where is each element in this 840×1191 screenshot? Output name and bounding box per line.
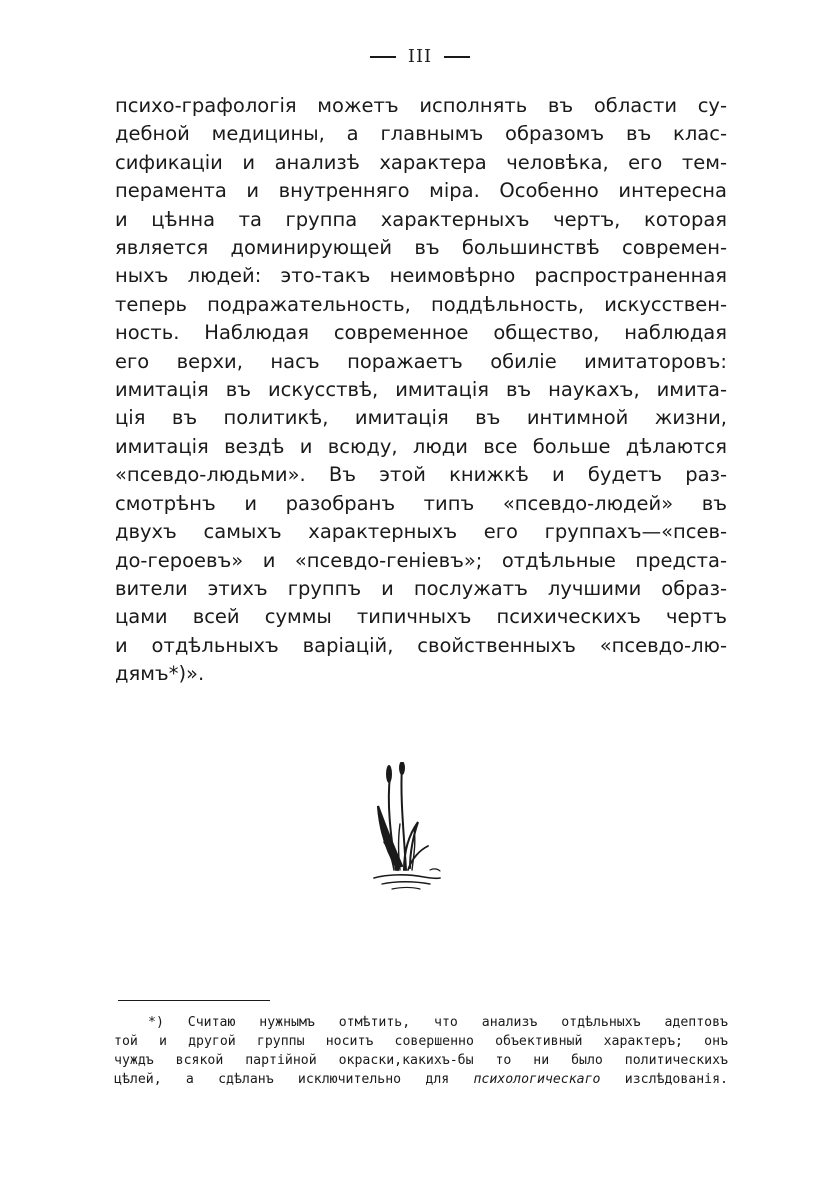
footnote xyxy=(114,1013,728,1089)
footnote-text: изслѣдованія. xyxy=(624,1072,728,1087)
text-line: дебной медицины, а главнымъ образомъ въ клас- xyxy=(115,122,727,146)
page-number: III xyxy=(407,46,433,67)
text-line: смотрѣнъ и разобранъ типъ «псевдо-людей» въ xyxy=(115,491,727,515)
text-line: цами всей суммы типичныхъ психическихъ чертъ xyxy=(115,605,727,629)
text-line: ныхъ людей: это-такъ неимовѣрно распространенная xyxy=(115,264,727,288)
text-line: «псевдо-людьми». Въ этой книжкѣ и будетъ раз- xyxy=(115,463,727,487)
footnote-divider xyxy=(118,1000,270,1002)
footnote-line: той и другой группы носитъ совершенно объективный характеръ; онъ xyxy=(114,1034,728,1049)
text-line: вители этихъ группъ и послужатъ лучшими образ- xyxy=(115,576,727,600)
text-line: теперь подражательность, поддѣльность, искусствен- xyxy=(115,292,727,316)
text-line: до-героевъ» и «псевдо-геніевъ»; отдѣльные предста- xyxy=(115,548,727,572)
reeds-vignette-icon xyxy=(368,762,448,892)
footnote-emphasis: психологическаго xyxy=(473,1072,601,1087)
text-line: имитація въ искусствѣ, имитація въ наукахъ, имита- xyxy=(115,378,727,402)
text-line: имитація вездѣ и всюду, люди все больше дѣлаются xyxy=(115,434,727,458)
body-text xyxy=(115,92,727,689)
footnote-line: *) Считаю нужнымъ отмѣтить, что анализъ отдѣльныхъ адептовъ xyxy=(148,1015,728,1030)
footnote-line-last xyxy=(114,1070,728,1089)
text-line: и отдѣльныхъ варіацій, свойственныхъ «псевдо-лю- xyxy=(115,633,727,657)
footnote-line: чуждъ всякой партійной окраски,какихъ-бы то ни было политическихъ xyxy=(114,1053,728,1068)
left-dash xyxy=(370,56,396,58)
text-line: перамента и внутренняго міра. Особенно интересна xyxy=(115,179,727,203)
right-dash xyxy=(444,56,470,58)
text-line: ность. Наблюдая современное общество, наблюдая xyxy=(115,321,727,345)
text-line: является доминирующей въ большинствѣ современ- xyxy=(115,236,727,260)
text-line: двухъ самыхъ характерныхъ его группахъ—«псев- xyxy=(115,520,727,544)
text-line: дямъ*)». xyxy=(115,662,205,686)
text-line: психо-графологія можетъ исполнять въ области су- xyxy=(115,94,727,117)
text-line: ція въ политикѣ, имитація въ интимной жизни, xyxy=(115,406,727,430)
footnote-text: цѣлей, а сдѣланъ исключительно для xyxy=(114,1072,450,1087)
text-line: его верхи, насъ поражаетъ обиліе имитаторовъ: xyxy=(115,349,727,373)
text-line: и цѣнна та группа характерныхъ чертъ, которая xyxy=(115,207,727,231)
text-line: сификаціи и анализѣ характера человѣка, его тем- xyxy=(115,150,727,174)
page-header xyxy=(0,46,840,67)
